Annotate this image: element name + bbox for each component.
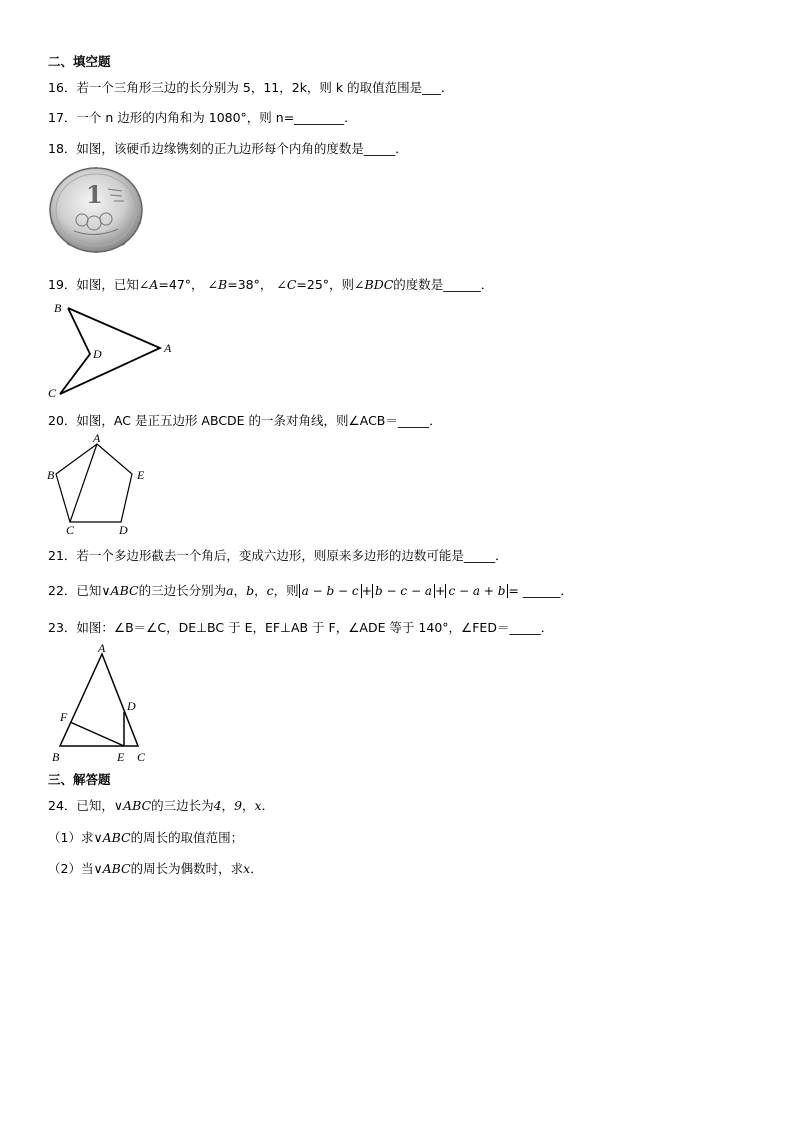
section-title-solve: 三、解答题 [48,772,111,787]
question-16: 16．若一个三角形三边的长分别为 5，11，2k，则 k 的取值范围是___． [48,80,454,95]
question-24-part-2: （2）当∨ABC的周长为偶数时，求x． [48,861,263,876]
question-23: 23．如图：∠B＝∠C，DE⊥BC 于 E，EF⊥AB 于 F，∠ADE 等于 140°，∠FED＝_____． [48,620,554,635]
figure-q23 [46,640,158,769]
label-C: C [137,750,146,764]
coin-number: 1 [86,180,103,209]
label-A: A [93,431,101,445]
abs-term-1: a − b − c [299,584,362,598]
question-19: 19．如图，已知∠A=47°， ∠B=38°， ∠C=25°，则∠BDC的度数是______． [48,277,494,292]
label-F: F [60,710,68,724]
question-21: 21．若一个多边形截去一个角后，变成六边形，则原来多边形的边数可能是_____． [48,548,508,563]
coin-figure [44,165,148,258]
abs-term-2: b − c − a [372,584,435,598]
question-18: 18．如图，该硬币边缘镌刻的正九边形每个内角的度数是_____． [48,141,408,156]
label-D: D [93,347,102,361]
label-E: E [117,750,125,764]
label-B: B [52,750,60,764]
label-B: B [47,468,55,482]
question-20: 20．如图，AC 是正五边形 ABCDE 的一条对角线，则∠ACB＝_____． [48,413,442,428]
question-17: 17．一个 n 边形的内角和为 1080°，则 n=________. [48,110,349,125]
label-C: C [66,523,75,537]
figure-q19 [44,296,184,407]
nonagon-coin-icon [44,165,148,255]
label-D: D [127,699,136,713]
label-A: A [98,641,106,655]
label-A: A [164,341,172,355]
abs-term-3: c − a + b [445,584,508,598]
label-C: C [48,386,57,400]
question-24-part-1: （1）求∨ABC的周长的取值范围； [48,830,244,845]
question-24: 24．已知，∨ABC的三边长为4，9，x． [48,798,275,813]
section-title-fill-in: 二、填空题 [48,54,111,69]
figure-q20 [44,430,154,541]
label-B: B [54,301,62,315]
label-D: D [119,523,128,537]
label-E: E [137,468,145,482]
question-22: 22．已知∨ABC的三边长分别为a，b，c，则 a − b − c + b − c − a + c − a + b = ______． [48,583,573,598]
